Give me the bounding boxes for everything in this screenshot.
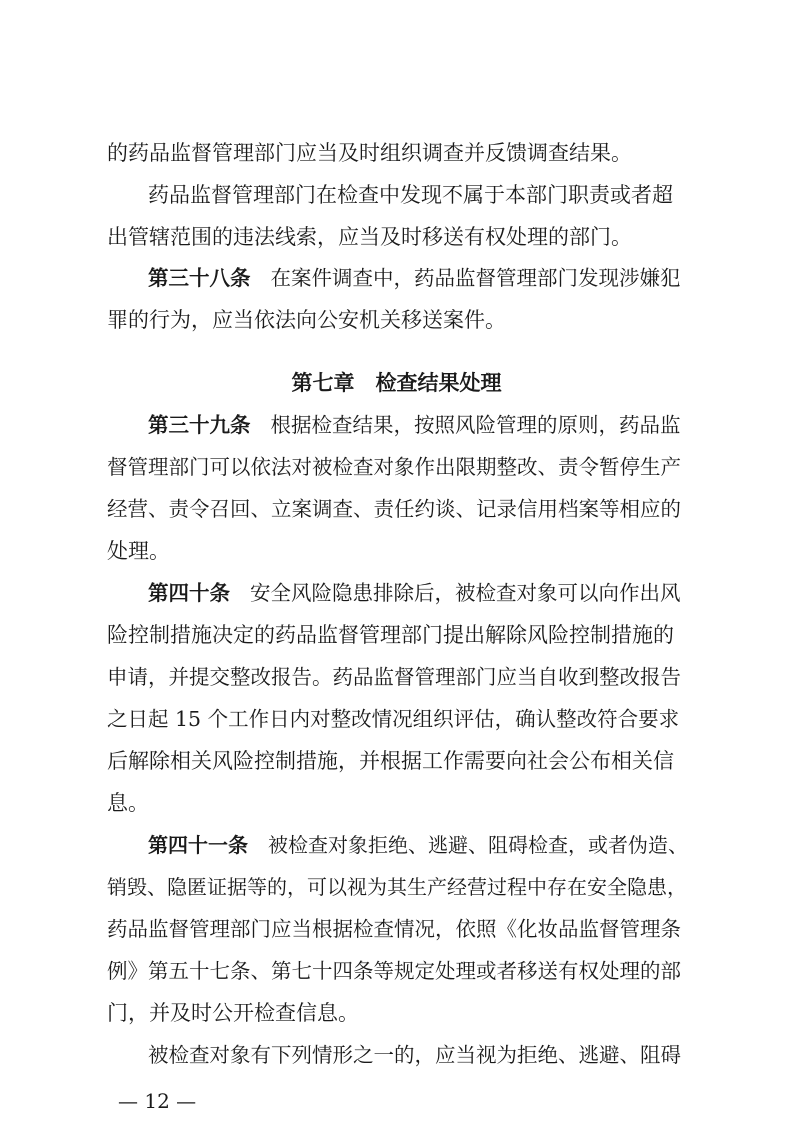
article-first-line: 第四十一条 被检查对象拒绝、逃避、阻碍检查，或者伪造、 bbox=[148, 833, 688, 857]
article-number: 第三十八条 bbox=[148, 266, 251, 290]
text-line: 息。 bbox=[107, 791, 149, 815]
text-line: 后解除相关风险控制措施，并根据工作需要向社会公布相关信 bbox=[107, 749, 674, 773]
text-line: 督管理部门可以依法对被检查对象作出限期整改、责令暂停生产 bbox=[107, 455, 681, 479]
text-line: 药品监督管理部门应当根据检查情况，依照《化妆品监督管理条 bbox=[107, 917, 681, 941]
page-number: — 12 — bbox=[118, 1089, 197, 1113]
chapter-heading: 第七章 检查结果处理 bbox=[291, 371, 502, 395]
text-line: 例》第五十七条、第七十四条等规定处理或者移送有权处理的部 bbox=[107, 959, 681, 983]
text-line: 处理。 bbox=[107, 539, 170, 563]
article-first-line: 第三十八条 在案件调查中，药品监督管理部门发现涉嫌犯 bbox=[148, 266, 681, 290]
text-line: 的药品监督管理部门应当及时组织调查并反馈调查结果。 bbox=[107, 141, 632, 165]
text-line: 销毁、隐匿证据等的，可以视为其生产经营过程中存在安全隐患， bbox=[107, 875, 687, 899]
text-line: 门，并及时公开检查信息。 bbox=[107, 1001, 359, 1025]
article-first-line: 第三十九条 根据检查结果，按照风险管理的原则，药品监 bbox=[148, 413, 681, 437]
article-number: 第四十条 bbox=[148, 581, 230, 605]
text-line: 之日起 15 个工作日内对整改情况组织评估，确认整改符合要求 bbox=[107, 707, 680, 731]
text-line: 险控制措施决定的药品监督管理部门提出解除风险控制措施的 bbox=[107, 623, 674, 647]
article-first-line: 第四十条 安全风险隐患排除后，被检查对象可以向作出风 bbox=[148, 581, 681, 605]
text-line: 申请，并提交整改报告。药品监督管理部门应当自收到整改报告 bbox=[107, 665, 681, 689]
text-line: 出管辖范围的违法线索，应当及时移送有权处理的部门。 bbox=[107, 225, 632, 249]
article-number: 第四十一条 bbox=[148, 833, 248, 857]
text-line: 经营、责令召回、立案调查、责任约谈、记录信用档案等相应的 bbox=[107, 497, 681, 521]
text-line: 药品监督管理部门在检查中发现不属于本部门职责或者超 bbox=[148, 183, 673, 207]
text-line: 罪的行为，应当依法向公安机关移送案件。 bbox=[107, 308, 506, 332]
article-number: 第三十九条 bbox=[148, 413, 251, 437]
text-line: 被检查对象有下列情形之一的，应当视为拒绝、逃避、阻碍 bbox=[148, 1043, 681, 1067]
